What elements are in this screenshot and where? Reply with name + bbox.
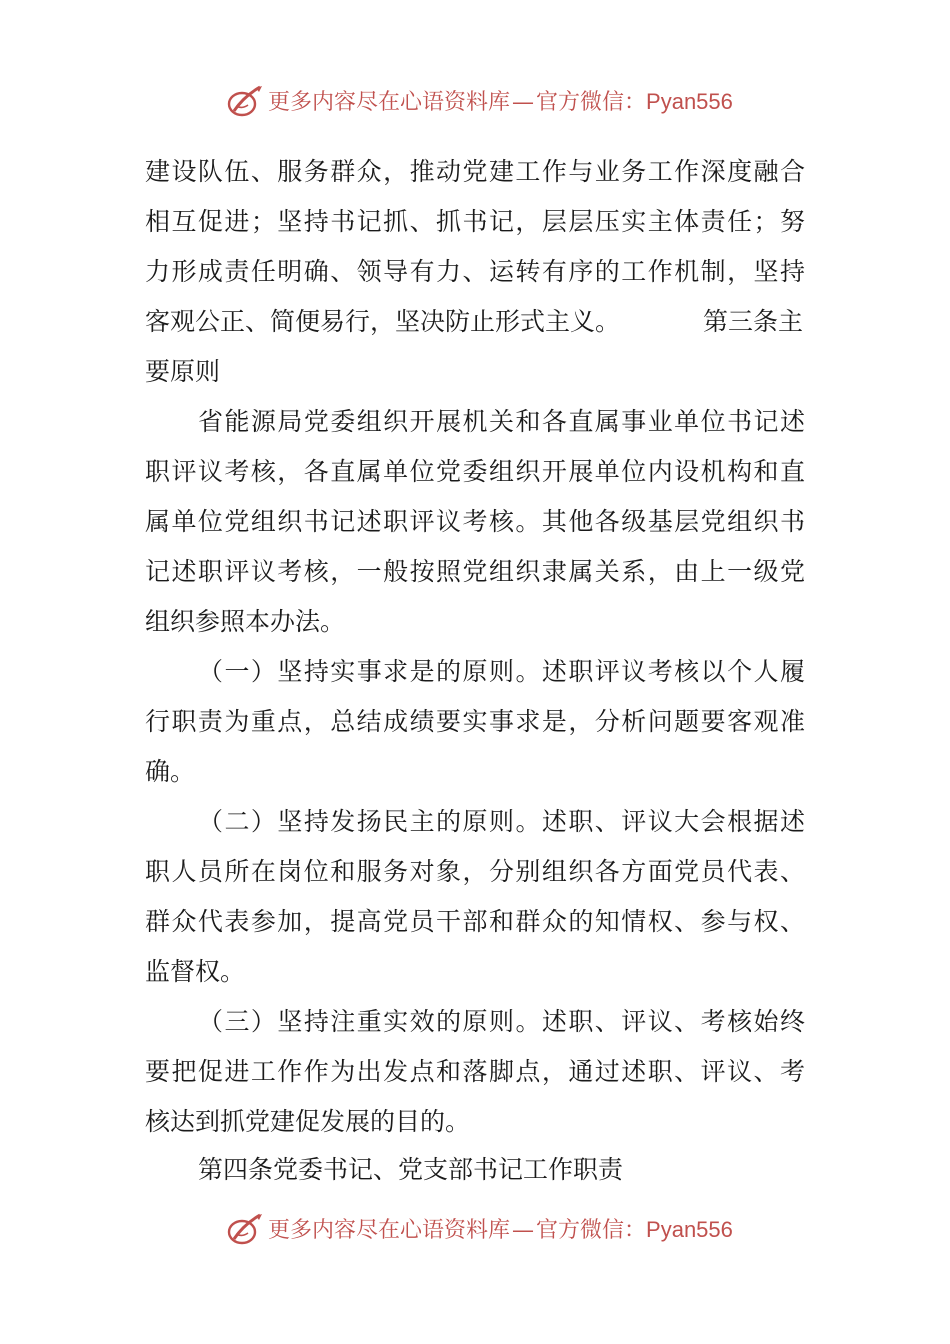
body-line: 组织参照本办法。 <box>145 607 346 636</box>
watermark-text <box>268 1216 733 1245</box>
body-line: 客观公正、简便易行，坚决防止形式主义。 <box>145 307 621 336</box>
body-line: 建设队伍、服务群众，推动党建工作与业务工作深度融合 <box>145 157 805 186</box>
principle-1: （一）坚持实事求是的原则。述职评议考核以个人履 <box>198 657 805 686</box>
watermark-contact-id: Pyan556 <box>646 1217 733 1242</box>
body-line: 省能源局党委组织开展机关和各直属事业单位书记述 <box>198 407 805 436</box>
header-watermark-banner <box>0 82 950 122</box>
body-line: 行职责为重点，总结成绩要实事求是，分析问题要客观准 <box>145 707 805 736</box>
pen-swirl-logo-icon <box>226 84 264 120</box>
body-line: 相互促进；坚持书记抓、抓书记，层层压实主体责任；努 <box>145 207 805 236</box>
principle-2: （二）坚持发扬民主的原则。述职、评议大会根据述 <box>198 807 805 836</box>
watermark-brand-text: 更多内容尽在心语资料库 <box>268 1218 511 1243</box>
watermark-contact-label: 官方微信： <box>536 1218 647 1243</box>
body-line: 核达到抓党建促发展的目的。 <box>145 1107 471 1136</box>
body-line: 监督权。 <box>145 957 246 986</box>
watermark-contact-label: 官方微信： <box>536 90 647 115</box>
pen-swirl-logo-icon <box>226 1212 264 1248</box>
watermark-brand-text: 更多内容尽在心语资料库 <box>268 90 511 115</box>
body-line: 职人员所在岗位和服务对象，分别组织各方面党员代表、 <box>145 857 805 886</box>
body-line: 确。 <box>145 757 196 786</box>
body-line: 力形成责任明确、领导有力、运转有序的工作机制，坚持 <box>145 257 805 286</box>
footer-watermark-banner <box>0 1210 950 1250</box>
section-heading-3b: 要原则 <box>145 357 221 386</box>
body-line: 属单位党组织书记述职评议考核。其他各级基层党组织书 <box>145 507 805 536</box>
watermark-text <box>268 88 733 117</box>
watermark-dash: — <box>512 1218 535 1243</box>
principle-3: （三）坚持注重实效的原则。述职、评议、考核始终 <box>198 1007 805 1036</box>
watermark-dash: — <box>512 90 535 115</box>
section-heading-3a: 第三条主 <box>703 307 804 336</box>
body-line: 要把促进工作作为出发点和落脚点，通过述职、评议、考 <box>145 1057 805 1086</box>
body-line: 记述职评议考核，一般按照党组织隶属关系，由上一级党 <box>145 557 805 586</box>
watermark-contact-id: Pyan556 <box>646 89 733 114</box>
body-line: 职评议考核，各直属单位党委组织开展单位内设机构和直 <box>145 457 805 486</box>
body-line: 群众代表参加，提高党员干部和群众的知情权、参与权、 <box>145 907 805 936</box>
section-heading-4: 第四条党委书记、党支部书记工作职责 <box>198 1155 624 1184</box>
